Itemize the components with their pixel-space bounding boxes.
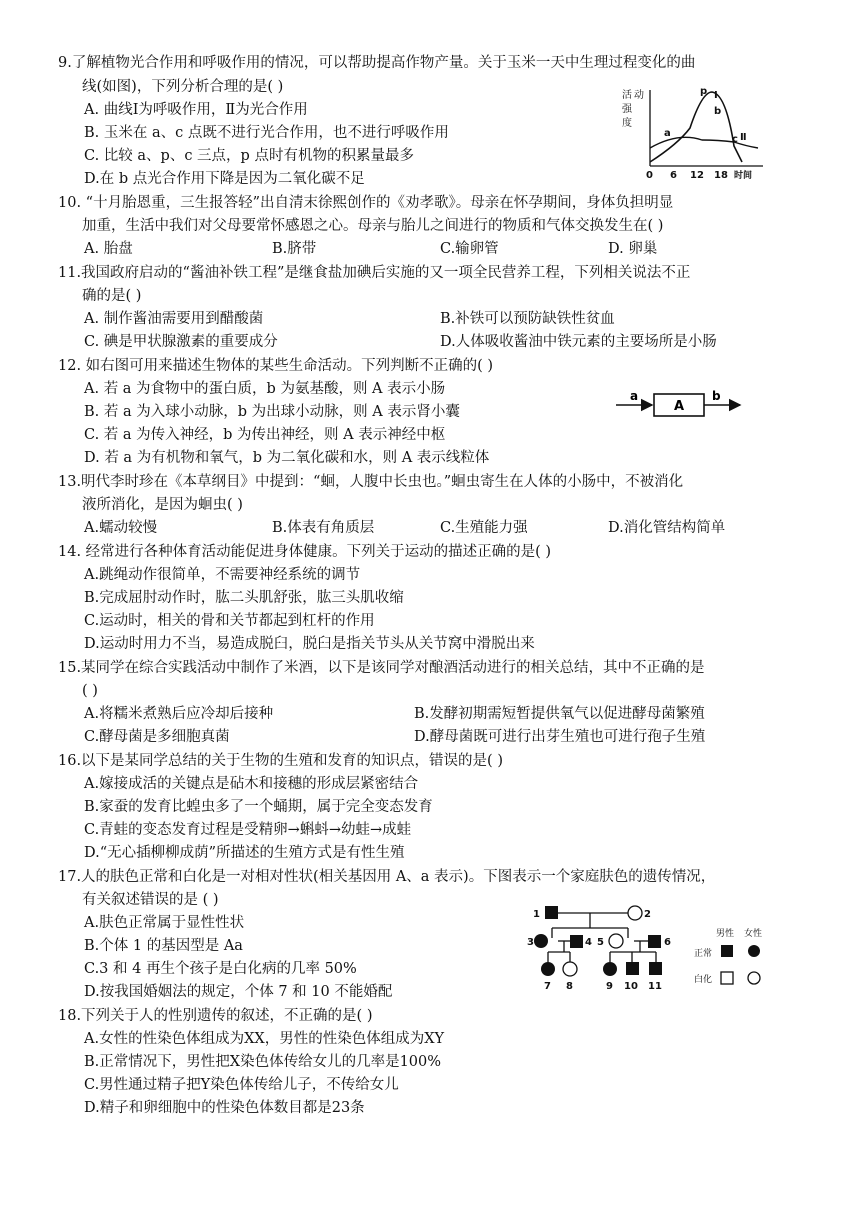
q15-option-a: A.将糯米煮熟后应冷却后接种 xyxy=(84,706,274,722)
q15-option-b: B.发酵初期需短暂提供氧气以促进酵母菌繁殖 xyxy=(414,706,705,722)
q10-stem: 10. “十月胎恩重，三生报答轻”出自清末徐熙创作的《劝孝歌》。母亲在怀孕期间，身体负担明显 xyxy=(58,195,674,211)
q17-option-d: D.按我国婚姻法的规定，个体 7 和 10 不能婚配 xyxy=(84,984,393,1000)
q12-flow-figure xyxy=(612,388,744,420)
legend-normal-label: 正常 xyxy=(694,949,713,959)
q12-option-d: D. 若 a 为有机物和氧气，b 为二氧化碳和水，则 A 表示线粒体 xyxy=(84,450,490,466)
q9-ylabel-3: 强 xyxy=(622,104,632,115)
q11-option-b: B.补铁可以预防缺铁性贫血 xyxy=(440,311,615,327)
q16-option-d: D.“无心插柳柳成荫”所描述的生殖方式是有性生殖 xyxy=(84,845,405,861)
q9-activity-curve-figure xyxy=(618,84,770,180)
q10-option-d: D. 卵巢 xyxy=(608,241,658,257)
q9-tick-12: 12 xyxy=(690,170,704,181)
legend-male-label: 男性 xyxy=(716,929,735,939)
pedigree-7-normal-female xyxy=(541,962,555,976)
q9-point-b: b xyxy=(714,106,722,117)
q9-curve-i xyxy=(650,92,742,162)
q9-point-c: c xyxy=(732,134,738,145)
q9-tick-18: 18 xyxy=(714,170,728,181)
pedigree-id-11: 11 xyxy=(648,981,662,992)
pedigree-id-4: 4 xyxy=(585,937,592,948)
q11-stem: 11.我国政府启动的“酱油补铁工程”是继食盐加碘后实施的又一项全民营养工程，下列相关说法不正 xyxy=(58,265,691,281)
pedigree-id-9: 9 xyxy=(606,981,613,992)
q16-option-b: B.家蚕的发育比蝗虫多了一个蛹期，属于完全变态发育 xyxy=(84,799,433,815)
q17-stem: 17.人的肤色正常和白化是一对相对性状(相关基因用 A、a 表示)。下图表示一个家庭肤色的遗传情况， xyxy=(58,869,716,885)
q15-stem-cont: ( ) xyxy=(82,683,98,699)
q9-option-b: B. 玉米在 a、c 点既不进行光合作用，也不进行呼吸作用 xyxy=(84,125,449,141)
q11-option-a: A. 制作酱油需要用到醋酸菌 xyxy=(84,311,264,327)
legend-female-label: 女性 xyxy=(744,929,763,939)
q10-stem-cont: 加重，生活中我们对父母要常怀感恩之心。母亲与胎儿之间进行的物质和气体交换发生在( ) xyxy=(82,218,664,234)
q9-xlabel: 时间 xyxy=(734,171,753,181)
q10-option-c: C.输卵管 xyxy=(440,241,499,257)
q17-pedigree-figure xyxy=(528,900,778,992)
q17-option-b: B.个体 1 的基因型是 Aa xyxy=(84,938,243,954)
q14-option-d: D.运动时用力不当，易造成脱臼，脱臼是指关节头从关节窝中滑脱出来 xyxy=(84,636,535,652)
q13-option-b: B.体表有角质层 xyxy=(272,520,375,536)
legend-normal-male-symbol xyxy=(721,945,733,957)
pedigree-11-normal-male xyxy=(649,962,662,975)
legend-albino-female-symbol xyxy=(748,972,760,984)
q11-stem-cont: 确的是( ) xyxy=(82,288,142,304)
pedigree-9-normal-female xyxy=(603,962,617,976)
q11-option-c: C. 碘是甲状腺激素的重要成分 xyxy=(84,334,278,350)
q14-option-b: B.完成屈肘动作时，肱二头肌舒张，肱三头肌收缩 xyxy=(84,590,404,606)
q17-option-c: C.3 和 4 再生个孩子是白化病的几率 50% xyxy=(84,961,357,977)
q18-option-d: D.精子和卵细胞中的性染色体数目都是23条 xyxy=(84,1100,365,1116)
q9-point-p: p xyxy=(700,86,708,97)
pedigree-1-normal-male xyxy=(545,906,558,919)
pedigree-4-normal-male xyxy=(570,935,583,948)
pedigree-id-3: 3 xyxy=(527,937,534,948)
q13-option-d: D.消化管结构简单 xyxy=(608,520,726,536)
q15-option-c: C.酵母菌是多细胞真菌 xyxy=(84,729,230,745)
q9-curve-label-ii: Ⅱ xyxy=(740,132,747,143)
q9-stem: 9.了解植物光合作用和呼吸作用的情况，可以帮助提高作物产量。关于玉米一天中生理过程变化的曲 xyxy=(58,55,696,71)
q11-option-d: D.人体吸收酱油中铁元素的主要场所是小肠 xyxy=(440,334,717,350)
q9-option-d: D.在 b 点光合作用下降是因为二氧化碳不足 xyxy=(84,171,365,187)
legend-normal-female-symbol xyxy=(748,945,760,957)
q15-option-d: D.酵母菌既可进行出芽生殖也可进行孢子生殖 xyxy=(414,729,706,745)
q18-option-a: A.女性的性染色体组成为XX，男性的性染色体组成为XY xyxy=(84,1031,445,1047)
q12-label-a: a xyxy=(630,389,639,403)
pedigree-8-albino-female xyxy=(563,962,577,976)
q16-option-a: A.嫁接成活的关键点是砧木和接穗的形成层紧密结合 xyxy=(84,776,419,792)
pedigree-3-normal-female xyxy=(534,934,548,948)
q12-option-a: A. 若 a 为食物中的蛋白质，b 为氨基酸，则 A 表示小肠 xyxy=(84,381,446,397)
pedigree-5-albino-female xyxy=(609,934,623,948)
q13-option-c: C.生殖能力强 xyxy=(440,520,528,536)
q9-ylabel-4: 度 xyxy=(622,118,632,129)
legend-albino-label: 白化 xyxy=(694,975,713,985)
q18-option-c: C.男性通过精子把Y染色体传给儿子，不传给女儿 xyxy=(84,1077,399,1093)
pedigree-id-5: 5 xyxy=(597,937,604,948)
q10-option-b: B.脐带 xyxy=(272,241,317,257)
pedigree-10-normal-male xyxy=(626,962,639,975)
pedigree-id-7: 7 xyxy=(544,981,551,992)
q9-ylabel-1: 活 xyxy=(622,90,632,101)
q9-curve-label-i: Ⅰ xyxy=(714,90,718,101)
q17-stem-cont: 有关叙述错误的是 ( ) xyxy=(82,892,219,908)
q9-tick-0: 0 xyxy=(646,170,653,181)
q17-option-a: A.肤色正常属于显性性状 xyxy=(84,915,245,931)
pedigree-id-1: 1 xyxy=(533,909,540,920)
q10-option-a: A. 胎盘 xyxy=(84,241,133,257)
pedigree-id-8: 8 xyxy=(566,981,573,992)
q18-option-b: B.正常情况下，男性把X染色体传给女儿的几率是100% xyxy=(84,1054,442,1070)
q14-option-c: C.运动时，相关的骨和关节都起到杠杆的作用 xyxy=(84,613,375,629)
q16-stem: 16.以下是某同学总结的关于生物的生殖和发育的知识点，错误的是( ) xyxy=(58,753,503,769)
legend-albino-male-symbol xyxy=(721,972,733,984)
q12-label-box: A xyxy=(674,399,685,414)
q9-point-a: a xyxy=(664,128,671,139)
q9-option-c: C. 比较 a、p、c 三点，p 点时有机物的积累量最多 xyxy=(84,148,414,164)
q9-stem-cont: 线(如图)，下列分析合理的是( ) xyxy=(82,79,284,95)
q9-tick-6: 6 xyxy=(670,170,677,181)
pedigree-6-normal-male xyxy=(648,935,661,948)
pedigree-id-10: 10 xyxy=(624,981,638,992)
q13-stem: 13.明代李时珍在《本草纲目》中提到：“蛔，人腹中长虫也。”蛔虫寄生在人体的小肠中，不被消化 xyxy=(58,474,684,490)
q12-stem: 12. 如右图可用来描述生物体的某些生命活动。下列判断不正确的( ) xyxy=(58,358,494,374)
q12-option-c: C. 若 a 为传入神经，b 为传出神经，则 A 表示神经中枢 xyxy=(84,427,446,443)
q12-label-b: b xyxy=(712,389,721,403)
q13-stem-cont: 液所消化，是因为蛔虫( ) xyxy=(82,497,243,513)
q16-option-c: C.青蛙的变态发育过程是受精卵→蝌蚪→幼蛙→成蛙 xyxy=(84,822,412,838)
pedigree-id-2: 2 xyxy=(644,909,651,920)
pedigree-id-6: 6 xyxy=(664,937,671,948)
pedigree-2-albino-female xyxy=(628,906,642,920)
q9-ylabel-2: 动 xyxy=(634,90,644,101)
q12-option-b: B. 若 a 为入球小动脉，b 为出球小动脉，则 A 表示肾小囊 xyxy=(84,404,460,420)
q13-option-a: A.蠕动较慢 xyxy=(84,520,158,536)
q18-stem: 18.下列关于人的性别遗传的叙述，不正确的是( ) xyxy=(58,1008,373,1024)
q9-option-a: A. 曲线Ⅰ为呼吸作用，Ⅱ为光合作用 xyxy=(84,102,308,118)
q14-stem: 14. 经常进行各种体育活动能促进身体健康。下列关于运动的描述正确的是( ) xyxy=(58,544,552,560)
q14-option-a: A.跳绳动作很简单，不需要神经系统的调节 xyxy=(84,567,361,583)
q15-stem: 15.某同学在综合实践活动中制作了米酒，以下是该同学对酿酒活动进行的相关总结，其中不正确的是 xyxy=(58,660,705,676)
